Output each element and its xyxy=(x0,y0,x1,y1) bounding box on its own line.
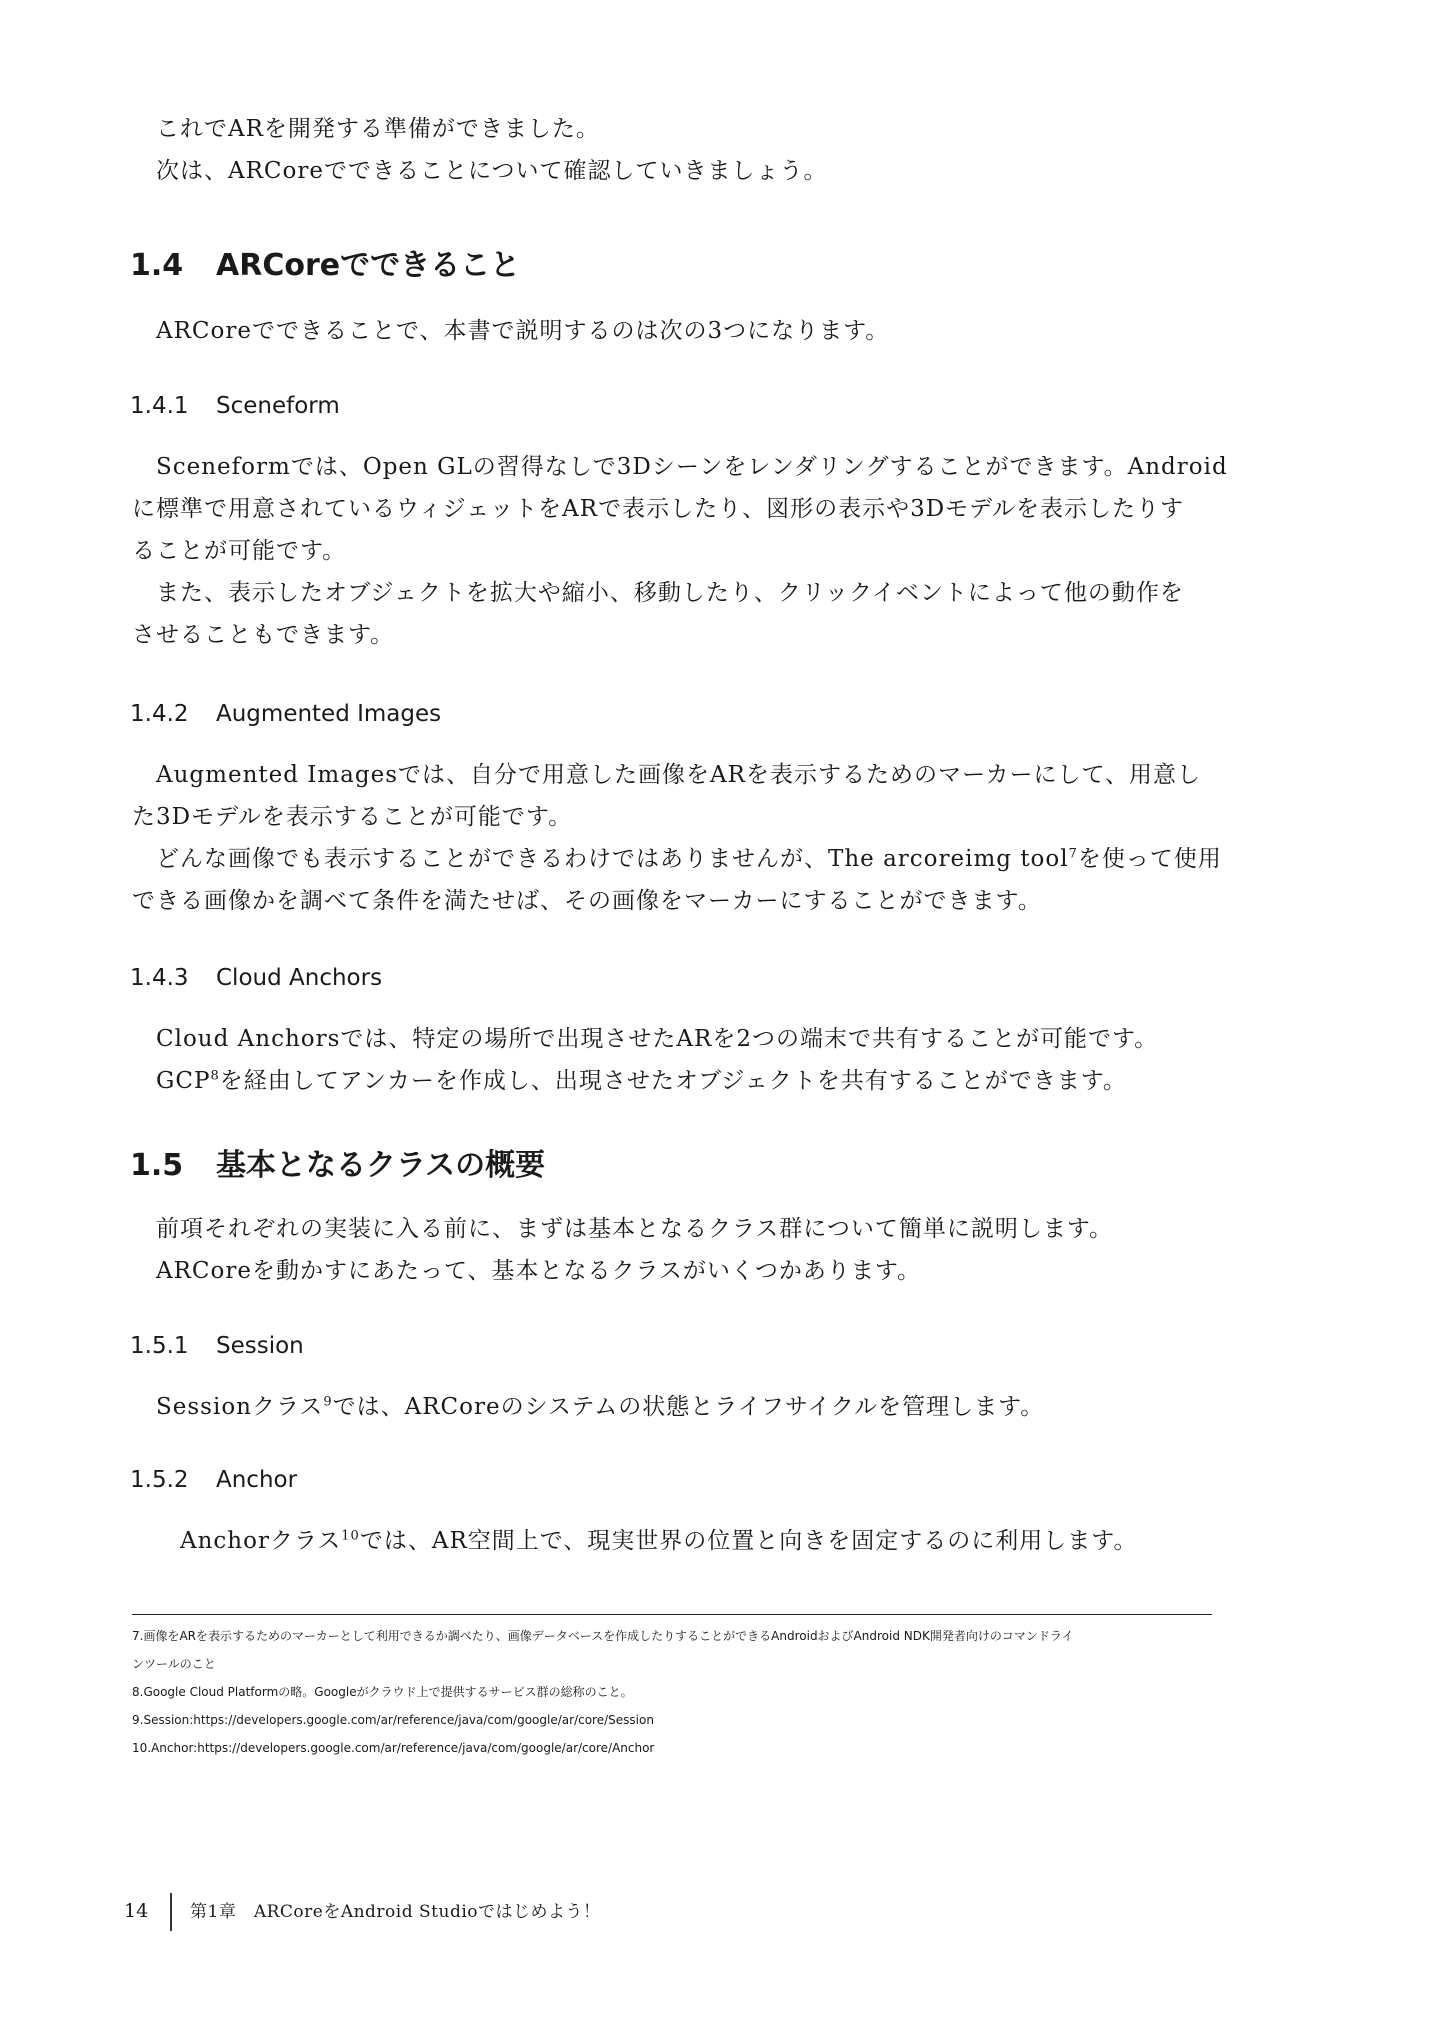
intro-paragraph xyxy=(132,108,1212,192)
chapter-title: 第1章 ARCoreをAndroid Studioではじめよう！ xyxy=(190,1902,601,1922)
body-line: た3Dモデルを表示することが可能です。 xyxy=(132,804,573,830)
section-1-4-2-body xyxy=(132,754,1222,922)
body-line: ARCoreでできることで、本書で説明するのは次の3つになります。 xyxy=(156,318,890,344)
body-text: では、AR空間上で、現実世界の位置と向きを固定するのに利用します。 xyxy=(359,1528,1138,1554)
footnote-ref-10[interactable]: 10 xyxy=(341,1528,360,1544)
body-line: に標準で用意されているウィジェットをARで表示したり、図形の表示や3Dモデルを表示したりす xyxy=(132,496,1185,522)
section-1-4-3-body xyxy=(132,1018,1212,1102)
subsection-number: 1.5.1 xyxy=(130,1333,189,1359)
body-line xyxy=(132,1386,1212,1428)
body-text: GCP xyxy=(156,1068,211,1094)
footnote-ref-8[interactable]: 8 xyxy=(210,1068,220,1084)
section-1-5-1-body xyxy=(132,1386,1212,1428)
body-line xyxy=(132,1060,1212,1102)
body-line: させることもできます。 xyxy=(132,622,395,648)
section-1-5-body xyxy=(132,1208,1212,1292)
intro-line: これでARを開発する準備ができました。 xyxy=(156,116,600,142)
body-text: Sessionクラス xyxy=(156,1394,324,1420)
body-line: Augmented Imagesでは、自分で用意した画像をARを表示するためのマーカーにして、用意し xyxy=(156,762,1202,788)
section-heading-1-4 xyxy=(130,246,520,286)
footer-divider xyxy=(170,1893,172,1931)
subsection-number: 1.4.2 xyxy=(130,701,189,727)
body-text: を経由してアンカーを作成し、出現させたオブジェクトを共有することができます。 xyxy=(219,1068,1127,1094)
footnote-7-continued: ンツールのこと xyxy=(132,1657,216,1671)
subsection-heading-1-4-1 xyxy=(130,390,340,422)
section-1-4-1-body xyxy=(132,446,1228,656)
section-number: 1.5 xyxy=(130,1148,184,1183)
footnotes xyxy=(132,1622,1212,1762)
subsection-title: Augmented Images xyxy=(216,701,442,727)
footnote-ref-9[interactable]: 9 xyxy=(323,1394,333,1410)
body-line: 前項それぞれの実装に入る前に、まずは基本となるクラス群について簡単に説明します。 xyxy=(156,1216,1114,1242)
subsection-heading-1-5-1 xyxy=(130,1330,304,1362)
section-1-4-body xyxy=(132,310,1212,352)
intro-line: 次は、ARCoreでできることについて確認していきましょう。 xyxy=(156,158,828,184)
body-text: どんな画像でも表示することができるわけではありませんが、The arcoreimg tool xyxy=(156,846,1069,872)
footnote-ref-7[interactable]: 7 xyxy=(1068,846,1078,862)
body-line: Sceneformでは、Open GLの習得なしで3Dシーンをレンダリングすることができます。Android xyxy=(156,454,1228,480)
body-text: を使って使用 xyxy=(1077,846,1222,872)
footnote-8: 8.Google Cloud Platformの略。Googleがクラウド上で提供するサービス群の総称のこと。 xyxy=(132,1685,633,1699)
subsection-heading-1-4-2 xyxy=(130,698,441,730)
page-footer xyxy=(124,1893,601,1927)
subsection-title: Session xyxy=(216,1333,304,1359)
subsection-number: 1.5.2 xyxy=(130,1467,189,1493)
section-number: 1.4 xyxy=(130,248,184,283)
footnote-9[interactable]: 9.Session:https://developers.google.com/ar/reference/java/com/google/ar/core/Session xyxy=(132,1713,654,1727)
footnote-divider xyxy=(132,1614,1212,1615)
page-number: 14 xyxy=(124,1900,149,1922)
body-line: できる画像かを調べて条件を満たせば、その画像をマーカーにすることができます。 xyxy=(132,888,1042,914)
section-title: 基本となるクラスの概要 xyxy=(216,1148,546,1183)
body-line: また、表示したオブジェクトを拡大や縮小、移動したり、クリックイベントによって他の動作を xyxy=(156,580,1184,606)
footnote-7: 7.画像をARを表示するためのマーカーとして利用できるか調べたり、画像データベースを作成したりすることができるAndroidおよびAndroid NDK開発者向けのコマンドライ xyxy=(132,1629,1074,1643)
body-line: Cloud Anchorsでは、特定の場所で出現させたARを2つの端末で共有することが可能です。 xyxy=(156,1026,1159,1052)
subsection-heading-1-5-2 xyxy=(130,1464,297,1496)
subsection-number: 1.4.1 xyxy=(130,393,189,419)
body-line: ARCoreを動かすにあたって、基本となるクラスがいくつかあります。 xyxy=(156,1258,921,1284)
section-1-5-2-body xyxy=(132,1520,1212,1562)
body-line xyxy=(132,838,1222,880)
body-text: では、ARCoreのシステムの状態とライフサイクルを管理します。 xyxy=(332,1394,1045,1420)
subsection-heading-1-4-3 xyxy=(130,962,382,994)
subsection-title: Cloud Anchors xyxy=(216,965,383,991)
subsection-title: Sceneform xyxy=(216,393,340,419)
subsection-number: 1.4.3 xyxy=(130,965,189,991)
body-line: ることが可能です。 xyxy=(132,538,347,564)
subsection-title: Anchor xyxy=(216,1467,298,1493)
footnote-10[interactable]: 10.Anchor:https://developers.google.com/ar/reference/java/com/google/ar/core/Anchor xyxy=(132,1741,655,1755)
section-title: ARCoreでできること xyxy=(216,248,521,283)
body-line xyxy=(132,1520,1212,1562)
section-heading-1-5 xyxy=(130,1146,545,1186)
body-text: Anchorクラス xyxy=(180,1528,342,1554)
